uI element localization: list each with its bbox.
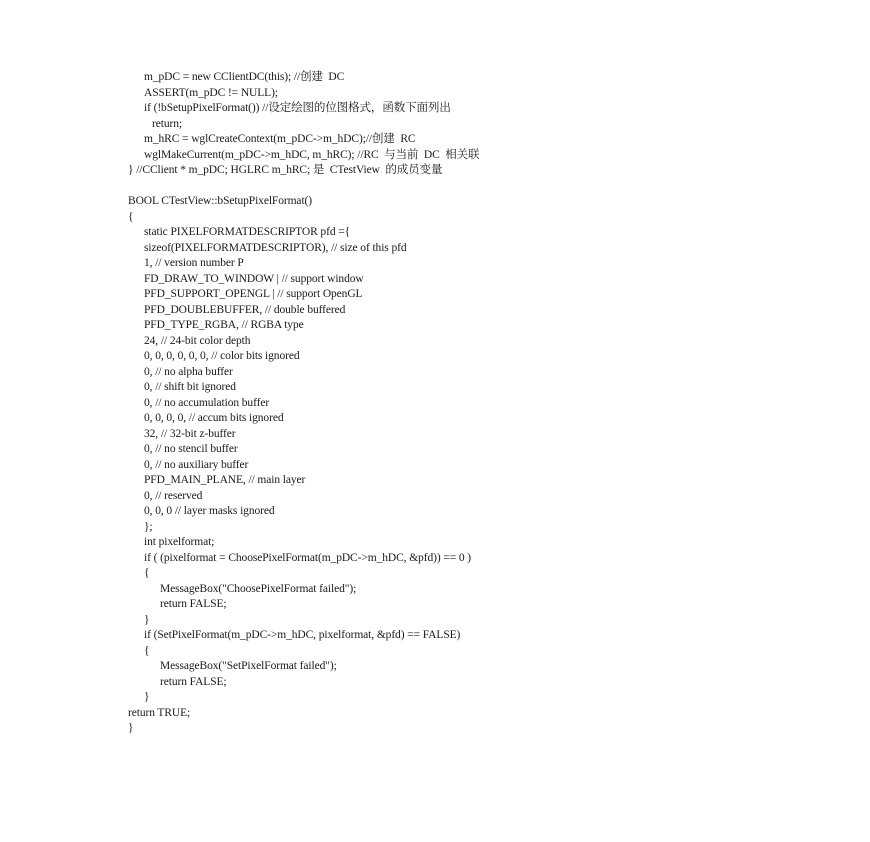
code-line: 0, // reserved: [144, 489, 203, 502]
code-line: 32, // 32-bit z-buffer: [144, 427, 236, 440]
code-line: PFD_TYPE_RGBA, // RGBA type: [144, 319, 304, 331]
code-line: PFD_DOUBLEBUFFER, // double buffered: [144, 303, 346, 316]
code-line: }: [128, 722, 134, 734]
code-line: 24, // 24-bit color depth: [144, 334, 251, 347]
blank-line: [128, 179, 828, 195]
code-listing: [128, 70, 828, 737]
code-line: };: [144, 520, 153, 533]
code-line: 0, // shift bit ignored: [144, 381, 236, 393]
code-line: return;: [152, 117, 182, 130]
code-line: {: [144, 567, 150, 579]
code-line: 1, // version number P: [144, 257, 244, 269]
code-line: 0, // no auxiliary buffer: [144, 458, 249, 471]
code-line: static PIXELFORMATDESCRIPTOR pfd ={: [144, 226, 351, 238]
code-line: FD_DRAW_TO_WINDOW | // support window: [144, 272, 364, 285]
code-line: m_pDC = new CClientDC(this); //创建 DC: [144, 71, 345, 83]
code-line: MessageBox("SetPixelFormat failed");: [160, 660, 337, 672]
code-line: if ( (pixelformat = ChoosePixelFormat(m_pDC->m_hDC, &pfd)) == 0 ): [144, 551, 472, 564]
code-line: return FALSE;: [160, 598, 227, 610]
code-line: wglMakeCurrent(m_pDC->m_hDC, m_hRC); //RC 与当前 DC 相关联: [144, 148, 480, 161]
code-line: return TRUE;: [128, 706, 191, 719]
code-line: PFD_MAIN_PLANE, // main layer: [144, 474, 306, 486]
code-line: if (SetPixelFormat(m_pDC->m_hDC, pixelformat, &pfd) == FALSE): [144, 629, 461, 641]
code-line: PFD_SUPPORT_OPENGL | // support OpenGL: [144, 288, 363, 300]
code-line: BOOL CTestView::bSetupPixelFormat(): [128, 195, 312, 207]
code-line: }: [144, 691, 150, 703]
code-line: MessageBox("ChoosePixelFormat failed");: [160, 582, 357, 595]
code-line: m_hRC = wglCreateContext(m_pDC->m_hDC);//创建 RC: [144, 133, 416, 145]
code-line: 0, 0, 0 // layer masks ignored: [144, 505, 275, 517]
code-line: 0, 0, 0, 0, 0, 0, // color bits ignored: [144, 350, 300, 362]
code-line: if (!bSetupPixelFormat()) //设定绘图的位图格式，函数下面列出: [144, 102, 451, 114]
code-line: ASSERT(m_pDC != NULL);: [144, 86, 278, 99]
code-line: return FALSE;: [160, 675, 227, 688]
code-line: {: [144, 644, 150, 657]
code-line: 0, // no alpha buffer: [144, 365, 233, 378]
code-line: }: [144, 613, 150, 626]
code-line: int pixelformat;: [144, 536, 215, 548]
code-line: 0, // no stencil buffer: [144, 443, 238, 455]
code-line: sizeof(PIXELFORMATDESCRIPTOR), // size of this pfd: [144, 241, 407, 254]
code-line: } //CClient * m_pDC; HGLRC m_hRC; 是 CTestView 的成员变量: [128, 164, 443, 176]
code-line: 0, 0, 0, 0, // accum bits ignored: [144, 412, 284, 424]
code-line: {: [128, 210, 134, 223]
code-line: 0, // no accumulation buffer: [144, 396, 270, 409]
